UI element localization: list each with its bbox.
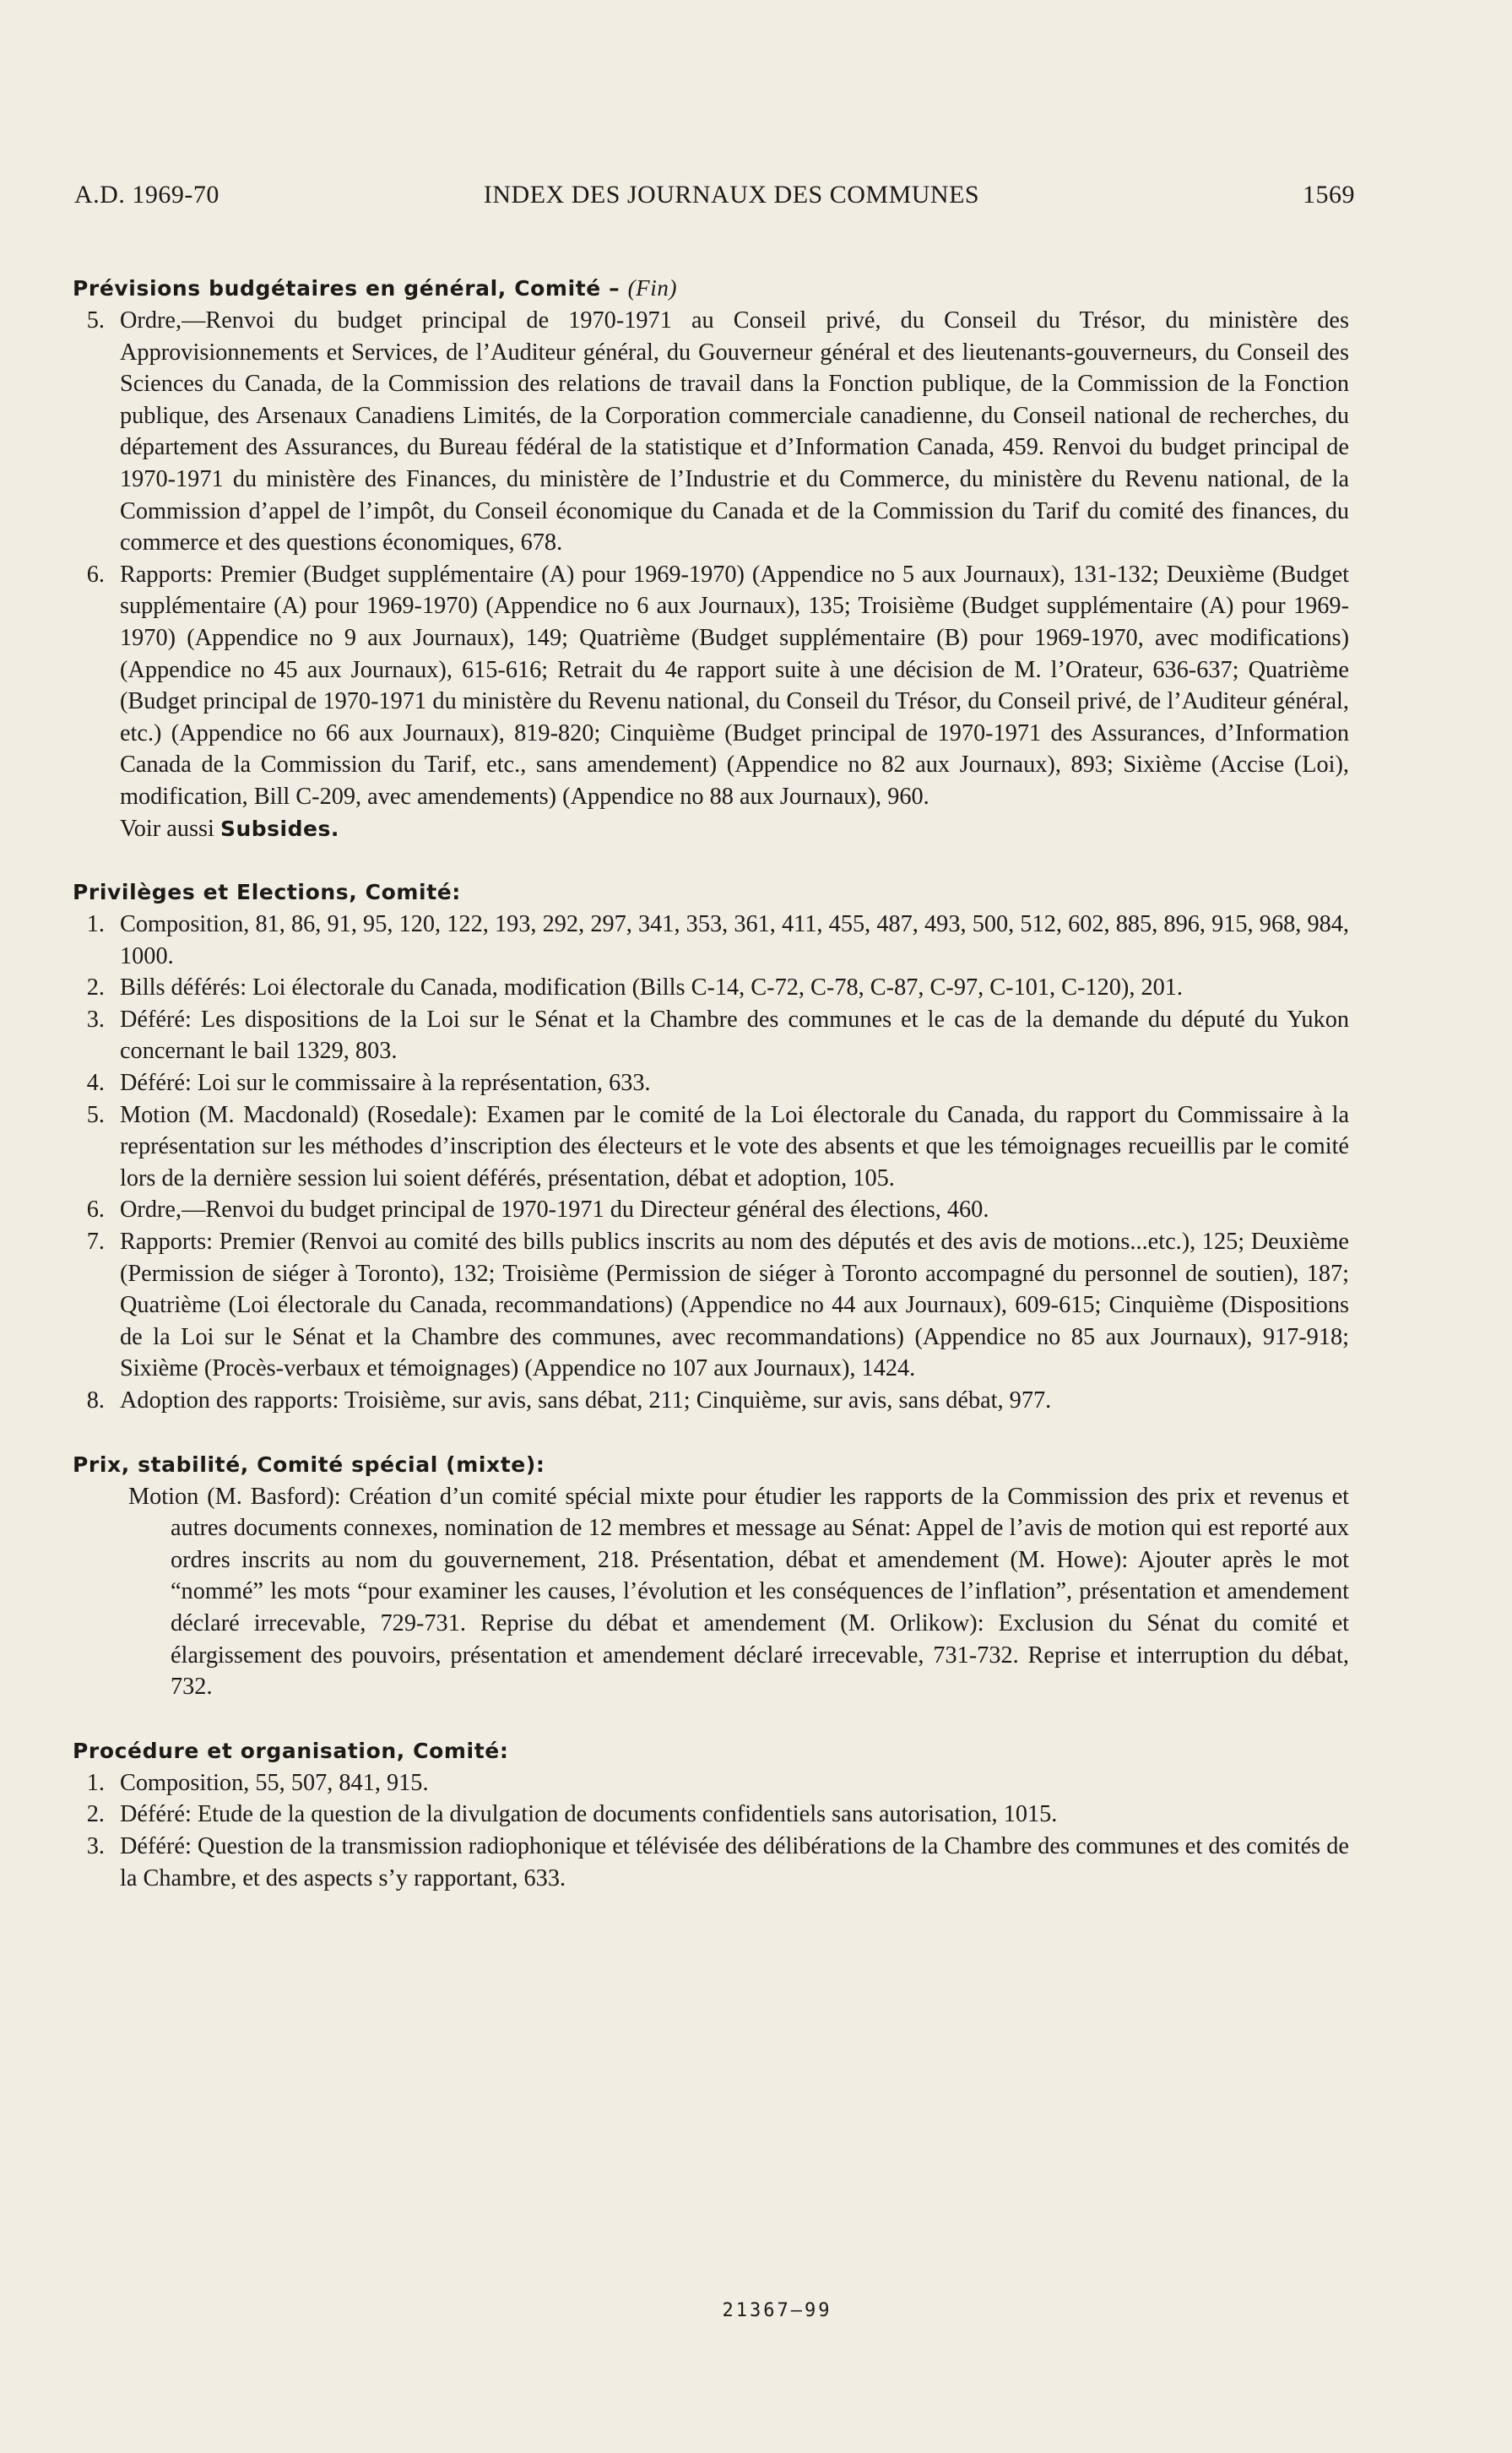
item-number: 1. [86,1769,105,1796]
list-item [73,1067,1349,1099]
item-number: 7. [86,1229,105,1256]
item-number: 4. [86,1070,105,1097]
item-text: Composition, 55, 507, 841, 915. [120,1769,429,1796]
item-number: 2. [86,974,105,1001]
page-number: 1569 [1303,181,1355,209]
item-number: 8. [86,1387,105,1414]
index-section-previsions [73,272,1349,844]
item-text: Motion (M. Macdonald) (Rosedale): Examen par le comité de la Loi électorale du Canada, du rapport du Commissaire à la représentation sur les méthodes d’inscription des électeurs et le vote des absents et que les témoignages recueillis par le comité lors de la dernière session lui soient déférés, présentation, débat et adoption, 105. [120,1101,1349,1191]
section-heading-text: Prévisions budgétaires en général, Comité – [73,276,621,301]
item-text: Ordre,—Renvoi du budget principal de 1970-1971 au Conseil privé, du Conseil du Trésor, du ministère des Approvisionnements et Services, de l’Auditeur général, du Gouverneur général et des lieutenants-gouverneurs, du Conseil des Sciences du Canada, de la Commission des relations de travail dans la Fonction publique, de la Commission de la Fonction publique, des Arsenaux Canadiens Limités, de la Corporation commerciale canadienne, du Conseil national de recherches, du département des Assurances, du Bureau fédéral de la statistique et d’Information Canada, 459. Renvoi du budget principal de 1970-1971 du ministère des Finances, du ministère de l’Industrie et du Commerce, du ministère du Revenu national, de la Commission d’appel de l’impôt, du Conseil économique du Canada et de la Commission du Tarif du comité des finances, du commerce et des questions économiques, 678. [120,307,1349,556]
item-number: 6. [86,561,105,588]
item-number: 5. [86,1101,105,1128]
list-item [73,1099,1349,1195]
item-text: Déféré: Etude de la question de la divulgation de documents confidentiels sans autorisation, 1015. [120,1801,1058,1828]
item-number: 6. [86,1197,105,1224]
item-text: Composition, 81, 86, 91, 95, 120, 122, 193, 292, 297, 341, 353, 361, 411, 455, 487, 493, 500, 512, 602, 885, 896, 915, 968, 984, 1000. [120,911,1349,969]
item-text: Bills déférés: Loi électorale du Canada, modification (Bills C-14, C-72, C-78, C-87, C-97, C-101, C-120), 201. [120,974,1184,1001]
list-item [73,1004,1349,1067]
list-item [73,909,1349,972]
see-also-reference [120,813,1349,845]
item-number: 3. [86,1832,105,1859]
list-item [73,1767,1349,1799]
list-item [73,305,1349,559]
item-number: 1. [86,911,105,938]
item-text: Déféré: Question de la transmission radiophonique et télévisée des délibérations de la Chambre des communes et des comités de la Chambre, et des aspects s’y rapportant, 633. [120,1832,1349,1891]
item-text: Déféré: Les dispositions de la Loi sur le Sénat et la Chambre des communes et le cas de la demande du député du Yukon concernant le bail 1329, 803. [120,1006,1349,1065]
item-number: 5. [86,307,105,334]
list-item [73,1226,1349,1385]
section-heading: Privilèges et Elections, Comité: [73,880,461,905]
item-text: Ordre,—Renvoi du budget principal de 1970-1971 du Directeur général des élections, 460. [120,1197,989,1224]
item-text: Déféré: Loi sur le commissaire à la représentation, 633. [120,1070,651,1097]
section-heading: Prix, stabilité, Comité spécial (mixte): [73,1452,545,1477]
see-also-target: Subsides. [219,816,339,841]
list-item [73,559,1349,813]
list-item [73,972,1349,1004]
item-text: Rapports: Premier (Budget supplémentaire (A) pour 1969-1970) (Appendice no 5 aux Journaux), 131-132; Deuxième (Budget supplémentaire (A) pour 1969-1970) (Appendice no 6 aux Journaux), 135; Troisième (Budget supplémentaire (A) pour 1969-1970) (Appendice no 9 aux Journaux), 149; Quatrième (Budget supplémentaire (B) pour 1969-1970, avec modifications) (Appendice no 45 aux Journaux), 615-616; Retrait du 4e rapport suite à une décision de M. l’Orateur, 636-637; Quatrième (Budget principal de 1970-1971 du ministère du Revenu national, du Conseil du Trésor, du Conseil privé, de l’Auditeur général, etc.) (Appendice no 66 aux Journaux), 819-820; Cinquième (Budget principal de 1970-1971 des Assurances, d’Information Canada de la Commission du Tarif, etc., sans amendement) (Appendice no 82 aux Journaux), 893; Sixième (Accise (Loi), modification, Bill C-209, avec amendements) (Appendice no 88 aux Journaux), 960. [120,561,1349,810]
index-content [73,272,1349,1926]
list-item [73,1194,1349,1226]
index-section-procedure [73,1735,1349,1894]
item-text: Adoption des rapports: Troisième, sur avis, sans débat, 211; Cinquième, sur avis, sans débat, 977. [120,1387,1052,1414]
list-item [73,1831,1349,1894]
section-paragraph: Motion (M. Basford): Création d’un comité spécial mixte pour étudier les rapports de la Commission des prix et revenus et autres documents connexes, nomination de 12 membres et message au Sénat: Appel de l’avis de motion qui est reporté aux ordres inscrits au nom du gouvernement, 218. Présentation, débat et amendement (M. Howe): Ajouter après le mot “nommé” les mots “pour examiner les causes, l’évolution et les conséquences de l’inflation”, présentation et amendement déclaré irrecevable, 729-731. Reprise du débat et amendement (M. Orlikow): Exclusion du Sénat du comité et élargissement des pouvoirs, présentation et amendement déclaré irrecevable, 731-732. Reprise et interruption du débat, 732. [128,1483,1349,1701]
index-section-prix [73,1449,1349,1703]
header-year: A.D. 1969-70 [74,181,219,209]
header-title: INDEX DES JOURNAUX DES COMMUNES [483,181,980,209]
item-number: 2. [86,1801,105,1828]
list-item [73,1799,1349,1831]
list-item [73,1385,1349,1417]
index-section-privileges [73,876,1349,1417]
see-also-label: Voir aussi [120,815,214,842]
section-heading [73,272,1349,305]
item-number: 3. [86,1006,105,1033]
printer-signature: 21367—99 [722,2300,832,2321]
section-heading: Procédure et organisation, Comité: [73,1738,509,1763]
section-heading-continued: (Fin) [627,275,678,301]
item-text: Rapports: Premier (Renvoi au comité des bills publics inscrits au nom des députés et des avis de motions...etc.), 125; Deuxième (Permission de siéger à Toronto), 132; Troisième (Permission de siéger à Toronto accompagné du personnel de soutien), 187; Quatrième (Loi électorale du Canada, recommandations) (Appendice no 44 aux Journaux), 609-615; Cinquième (Dispositions de la Loi sur le Sénat et la Chambre des communes, avec recommandations) (Appendice no 85 aux Journaux), 917-918; Sixième (Procès-verbaux et témoignages) (Appendice no 107 aux Journaux), 1424. [120,1229,1349,1382]
